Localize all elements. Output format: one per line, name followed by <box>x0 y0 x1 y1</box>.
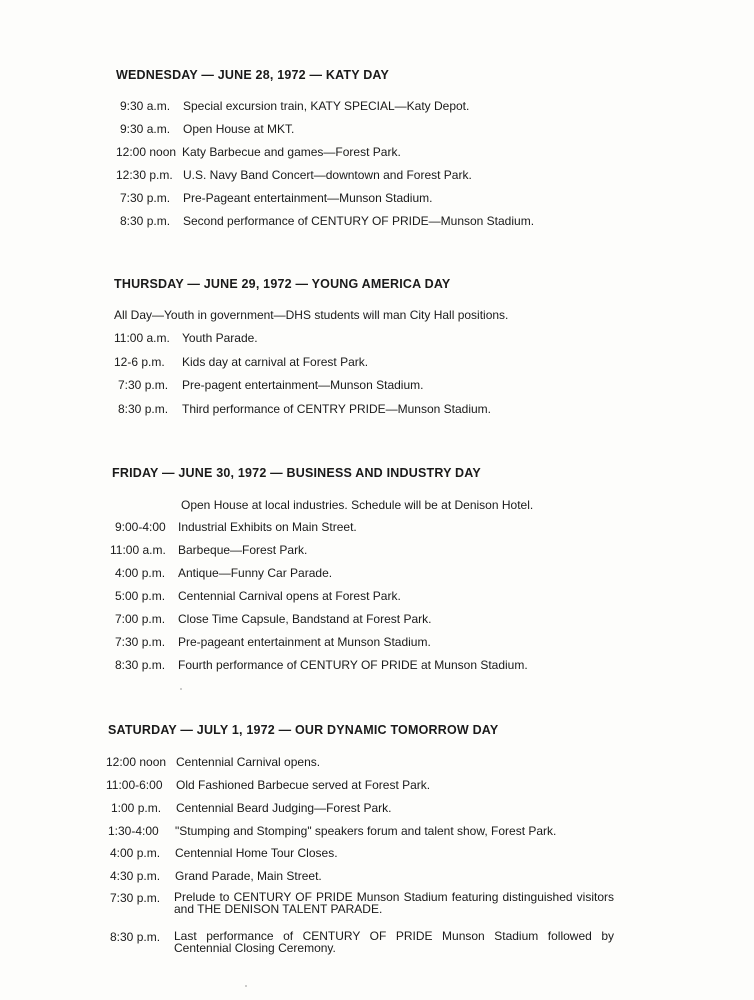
event-description: Antique—Funny Car Parade. <box>178 566 333 580</box>
event-description: Close Time Capsule, Bandstand at Forest Park. <box>178 612 432 626</box>
event-time: 9:30 a.m. <box>120 99 171 113</box>
scan-speck <box>245 985 247 987</box>
event-description: Old Fashioned Barbecue served at Forest Park. <box>176 778 431 792</box>
day-heading: THURSDAY — JUNE 29, 1972 — YOUNG AMERICA DAY <box>114 277 451 291</box>
event-time: 8:30 p.m. <box>120 214 171 228</box>
event-description: Third performance of CENTRY PRIDE—Munson Stadium. <box>182 402 492 416</box>
event-time: 8:30 p.m. <box>110 930 161 944</box>
scan-speck <box>180 688 182 690</box>
event-time: 7:00 p.m. <box>115 612 166 626</box>
event-description: Industrial Exhibits on Main Street. <box>178 520 357 534</box>
event-description: Kids day at carnival at Forest Park. <box>182 355 369 369</box>
event-description: Pre-pagent entertainment—Munson Stadium. <box>182 378 424 392</box>
event-time: 9:30 a.m. <box>120 122 171 136</box>
event-time: 12:30 p.m. <box>116 168 173 182</box>
event-time: 7:30 p.m. <box>115 635 166 649</box>
day-heading: SATURDAY — JULY 1, 1972 — OUR DYNAMIC TOMORROW DAY <box>108 723 499 737</box>
event-description: U.S. Navy Band Concert—downtown and Forest Park. <box>183 168 472 182</box>
event-time: 12:00 noon <box>106 755 167 769</box>
event-time: 5:00 p.m. <box>115 589 166 603</box>
event-description: Open House at MKT. <box>183 122 295 136</box>
event-description: Barbeque—Forest Park. <box>178 543 308 557</box>
event-description: Last performance of CENTURY OF PRIDE Munson Stadium followed by Centennial Closing Ceremony. <box>174 929 614 955</box>
event-time: 4:00 p.m. <box>115 566 166 580</box>
event-time: 11:00 a.m. <box>110 543 166 557</box>
event-description: Open House at local industries. Schedule will be at Denison Hotel. <box>181 498 534 512</box>
event-time: 8:30 p.m. <box>115 658 166 672</box>
event-time: 4:30 p.m. <box>110 869 161 883</box>
event-time: 9:00-4:00 <box>115 520 166 534</box>
event-time: 7:30 p.m. <box>120 191 171 205</box>
event-time: 4:00 p.m. <box>110 846 161 860</box>
event-time: 7:30 p.m. <box>110 891 161 905</box>
event-time: 1:30-4:00 <box>108 824 159 838</box>
day-heading: WEDNESDAY — JUNE 28, 1972 — KATY DAY <box>116 68 390 82</box>
event-description: Fourth performance of CENTURY OF PRIDE at Munson Stadium. <box>178 658 528 672</box>
event-description: All Day—Youth in government—DHS students will man City Hall positions. <box>114 308 509 322</box>
event-description: Second performance of CENTURY OF PRIDE—Munson Stadium. <box>183 214 535 228</box>
event-time: 11:00 a.m. <box>114 331 170 345</box>
event-description: Youth Parade. <box>182 331 258 345</box>
event-description: Centennial Home Tour Closes. <box>175 846 338 860</box>
event-description: "Stumping and Stomping" speakers forum and talent show, Forest Park. <box>175 824 557 838</box>
event-description: Prelude to CENTURY OF PRIDE Munson Stadium featuring distinguished visitors and THE DENISON TALENT PARADE. <box>174 890 614 916</box>
event-description: Centennial Carnival opens. <box>176 755 321 769</box>
event-time: 12-6 p.m. <box>114 355 165 369</box>
event-description: Centennial Beard Judging—Forest Park. <box>176 801 392 815</box>
event-description: Pre-Pageant entertainment—Munson Stadium. <box>183 191 433 205</box>
event-description: Special excursion train, KATY SPECIAL—Katy Depot. <box>183 99 470 113</box>
event-description: Grand Parade, Main Street. <box>175 869 322 883</box>
event-time: 8:30 p.m. <box>118 402 169 416</box>
event-description: Pre-pageant entertainment at Munson Stadium. <box>178 635 431 649</box>
event-time: 11:00-6:00 <box>106 778 163 792</box>
event-time: 12:00 noon <box>116 145 177 159</box>
event-time: 1:00 p.m. <box>111 801 162 815</box>
event-time: 7:30 p.m. <box>118 378 169 392</box>
event-description: Centennial Carnival opens at Forest Park. <box>178 589 401 603</box>
event-description: Katy Barbecue and games—Forest Park. <box>182 145 401 159</box>
day-heading: FRIDAY — JUNE 30, 1972 — BUSINESS AND INDUSTRY DAY <box>112 466 481 480</box>
